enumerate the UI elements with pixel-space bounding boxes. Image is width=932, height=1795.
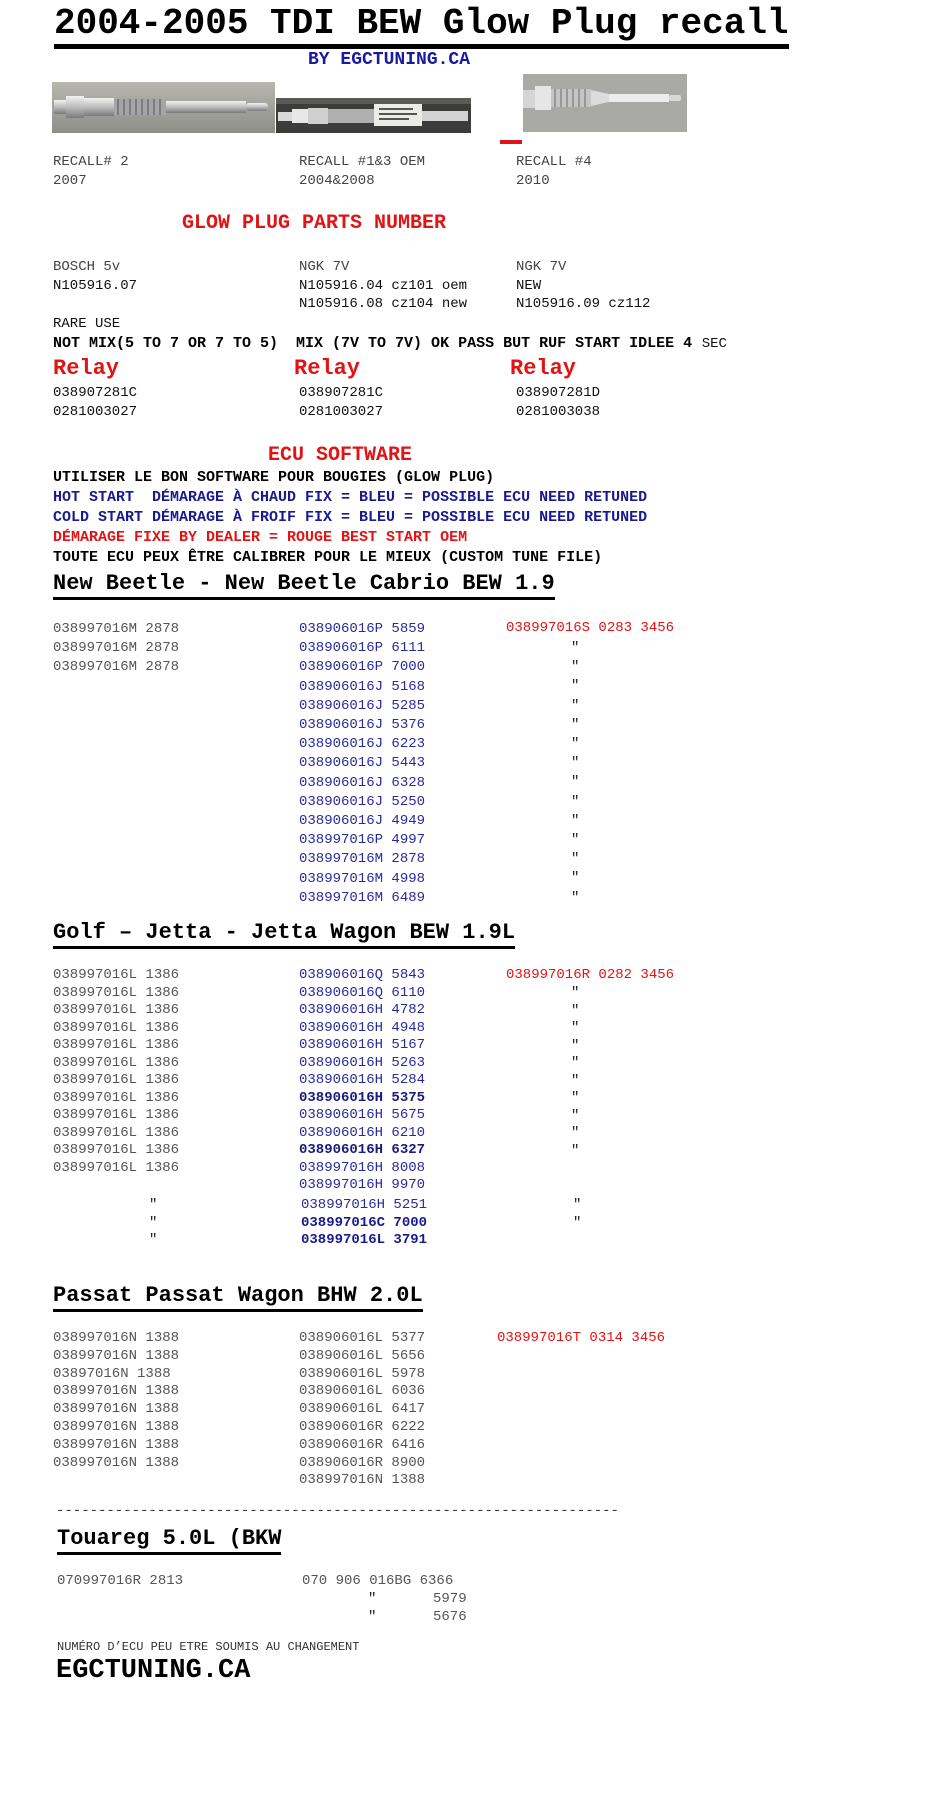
photo-1-caption: RECALL# 2 2007 [53,154,129,189]
section-separator: ------------------------------------------------------------------- [56,1503,619,1519]
touareg-col2-rest: 5979 5676 [433,1591,467,1625]
photo-3-caption: RECALL #4 2010 [516,154,592,189]
passat-heading: Passat Passat Wagon BHW 2.0L [53,1283,423,1312]
parts-col3-line1: NEW [516,278,542,294]
golf-col3-first: 038997016R 0282 3456 [506,967,675,983]
touareg-heading: Touareg 5.0L (BKW [57,1526,281,1555]
golf-ditto-marks: " " " " " " " " " " [571,985,580,1159]
mix-note: NOT MIX(5 TO 7 OR 7 TO 5) MIX (7V TO 7V) OK PASS BUT RUF START IDLEE 4 SEC [53,335,727,352]
golf-col1: 038997016L 1386 038997016L 1386 038997016L 1386 038997016L 1386 038997016L 1386 038997016L 1386 038997016L 1386 038997016L 1386 038997016L 1386 038997016L 1386 038997016L 1386 038997016L 1386 [53,967,180,1176]
ecu-line-4: DÉMARAGE FIXE BY DEALER = ROUGE BEST START OEM [53,529,468,546]
relay-col1: 038907281C 0281003027 [53,385,138,420]
glow-plug-photo-3 [523,74,687,132]
footer-brand: EGCTUNING.CA [56,1656,251,1686]
parts-col3-line2: N105916.09 cz112 [516,296,651,312]
golf-col1-ditto: " " " [149,1197,158,1248]
touareg-col1: 070997016R 2813 [57,1573,184,1589]
byline: BY EGCTUNING.CA [308,50,471,70]
passat-col1: 038997016N 1388 038997016N 1388 03897016N 1388 038997016N 1388 038997016N 1388 038997016N 1388 038997016N 1388 038997016N 1388 [53,1330,180,1471]
parts-heading: GLOW PLUG PARTS NUMBER [182,212,447,235]
photo-2-caption: RECALL #1&3 OEM 2004&2008 [299,154,426,189]
relay-label-1: Relay [53,356,120,381]
touareg-col2-first: 070 906 016BG 6366 [302,1573,454,1589]
touareg-ditto-marks: " " [368,1591,377,1625]
passat-col2: 038906016L 5377 038906016L 5656 038906016L 5978 038906016L 6036 038906016L 6417 038906016R 6222 038906016R 6416 038906016R 8900 038997016N 1388 [299,1330,426,1489]
beetle-ditto-marks: " " " " " " " " " " " " " " [571,640,580,906]
golf-heading: Golf – Jetta - Jetta Wagon BEW 1.9L [53,920,515,949]
parts-col2-line1: N105916.04 cz101 oem [299,278,468,294]
beetle-heading: New Beetle - New Beetle Cabrio BEW 1.9 [53,571,555,600]
glow-plug-photo-1 [52,82,275,133]
parts-col3-label: NGK 7V [516,259,567,275]
ecu-line-5: TOUTE ECU PEUX ÊTRE CALIBRER POUR LE MIEUX (CUSTOM TUNE FILE) [53,549,603,566]
golf-extra-ditto: " " [573,1197,582,1231]
ecu-line-1: UTILISER LE BON SOFTWARE POUR BOUGIES (GLOW PLUG) [53,469,495,486]
parts-col1-label: BOSCH 5v [53,259,121,275]
ecu-line-2: HOT START DÉMARAGE À CHAUD FIX = BLEU = POSSIBLE ECU NEED RETUNED [53,489,648,506]
ecu-line-3: COLD START DÉMARAGE À FROIF FIX = BLEU = POSSIBLE ECU NEED RETUNED [53,509,648,526]
parts-col1-line1: N105916.07 [53,278,138,294]
beetle-col2: 038906016P 5859 038906016P 6111 038906016P 7000 038906016J 5168 038906016J 5285 038906016J 5376 038906016J 6223 038906016J 5443 038906016J 6328 038906016J 5250 038906016J 4949 038997016P 4997 038997016M 2878 038997016M 4998 038997016M 6489 [299,621,426,906]
red-marker [500,140,522,144]
relay-col3: 038907281D 0281003038 [516,385,601,420]
golf-col2-extra: 038997016H 5251 038997016C 7000 038997016L 3791 [301,1197,428,1248]
page-title: 2004-2005 TDI BEW Glow Plug recall [54,4,789,49]
footer-note: NUMÉRO D’ECU PEU ETRE SOUMIS AU CHANGEMENT [57,1640,360,1654]
passat-col3-first: 038997016T 0314 3456 [497,1330,666,1346]
parts-col2-line2: N105916.08 cz104 new [299,296,468,312]
ecu-heading: ECU SOFTWARE [268,444,413,467]
beetle-col3-first: 038997016S 0283 3456 [506,620,675,636]
parts-col2-label: NGK 7V [299,259,350,275]
relay-label-3: Relay [510,356,577,381]
relay-col2: 038907281C 0281003027 [299,385,384,420]
relay-label-2: Relay [294,356,361,381]
golf-col2: 038906016Q 5843 038906016Q 6110 038906016H 4782 038906016H 4948 038906016H 5167 038906016H 5263 038906016H 5284 038906016H 5375 038906016H 5675 038906016H 6210 038906016H 6327 038997016H 8008 038997016H 9970 [299,967,426,1193]
rare-use-note: RARE USE [53,316,121,332]
glow-plug-photo-2 [276,98,471,133]
beetle-col1: 038997016M 2878 038997016M 2878 038997016M 2878 [53,621,180,675]
